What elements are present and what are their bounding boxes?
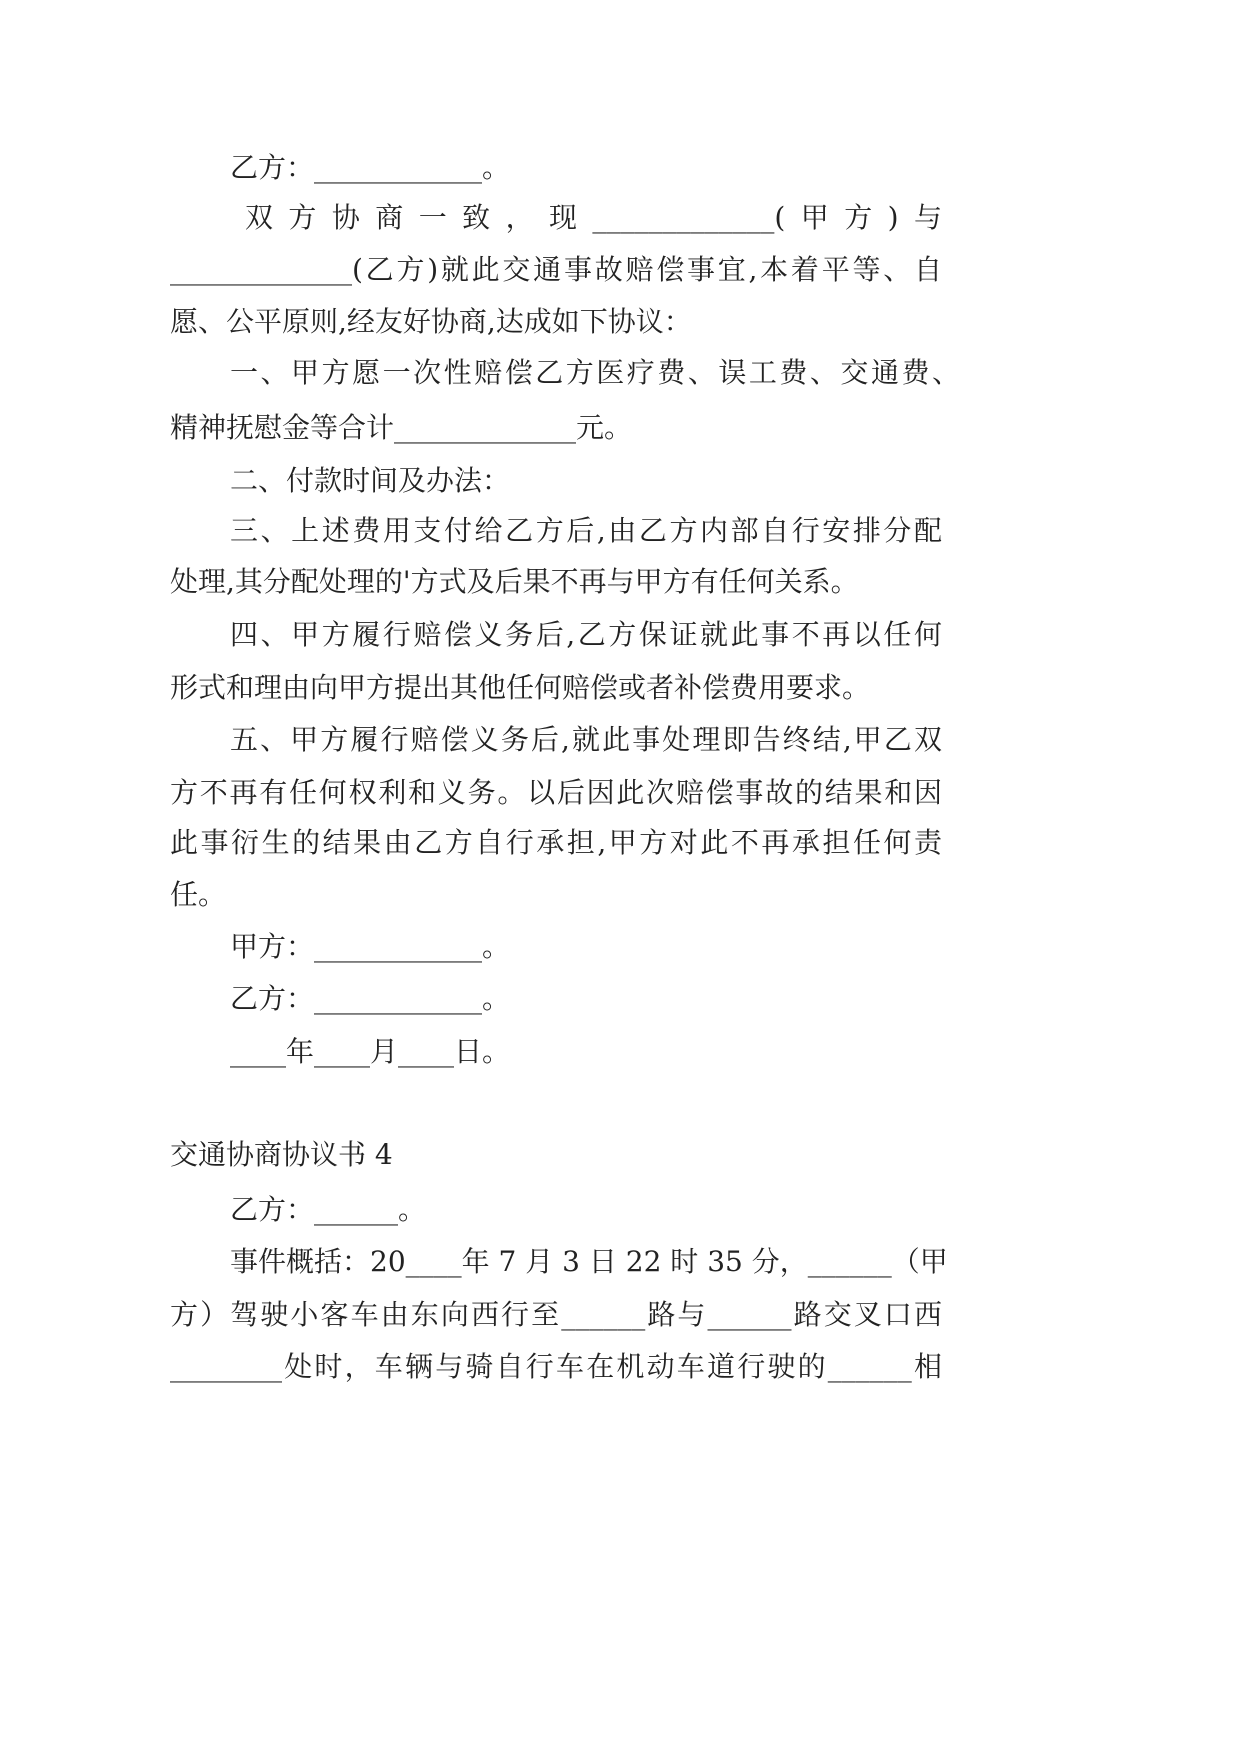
party-b-line: 乙方：______。 [230, 1193, 427, 1226]
paragraph-line: 双方协商一致，现_____________(甲方)与 [245, 201, 942, 234]
clause-5-cont: 方不再有任何权利和义务。以后因此次赔偿事故的结果和因 [170, 776, 942, 809]
clause-5-cont: 此事衍生的结果由乙方自行承担,甲方对此不再承担任何责 [170, 826, 942, 859]
clause-5: 五、甲方履行赔偿义务后,就此事处理即告终结,甲乙双 [230, 723, 942, 756]
date-line: ____年____月____日。 [230, 1035, 511, 1068]
clause-5-cont: 任。 [170, 878, 227, 911]
clause-3-cont: 处理,其分配处理的'方式及后果不再与甲方有任何关系。 [170, 565, 859, 598]
party-a-signature: 甲方：____________。 [230, 930, 511, 963]
section-title: 交通协商协议书 4 [170, 1138, 393, 1171]
party-b-signature: 乙方：____________。 [230, 982, 511, 1015]
clause-4-cont: 形式和理由向甲方提出其他任何赔偿或者补偿费用要求。 [170, 671, 871, 704]
party-b-line: 乙方：____________。 [230, 151, 511, 184]
clause-1: 一、甲方愿一次性赔偿乙方医疗费、误工费、交通费、 [230, 356, 960, 389]
clause-2: 二、付款时间及办法： [230, 464, 511, 497]
clause-3: 三、上述费用支付给乙方后,由乙方内部自行安排分配 [230, 514, 942, 547]
incident-summary-cont: 方）驾驶小客车由东向西行至______路与______路交叉口西 [170, 1298, 942, 1331]
clause-4: 四、甲方履行赔偿义务后,乙方保证就此事不再以任何 [230, 618, 942, 651]
paragraph-line: 愿、公平原则,经友好协商,达成如下协议： [170, 305, 692, 338]
incident-summary-cont: ________处时，车辆与骑自行车在机动车道行驶的______相 [170, 1350, 942, 1383]
incident-summary: 事件概括：20____年 7 月 3 日 22 时 35 分，______（甲 [230, 1245, 948, 1278]
clause-1-cont: 精神抚慰金等合计_____________元。 [170, 411, 633, 444]
paragraph-line: _____________(乙方)就此交通事故赔偿事宜,本着平等、自 [170, 253, 942, 286]
